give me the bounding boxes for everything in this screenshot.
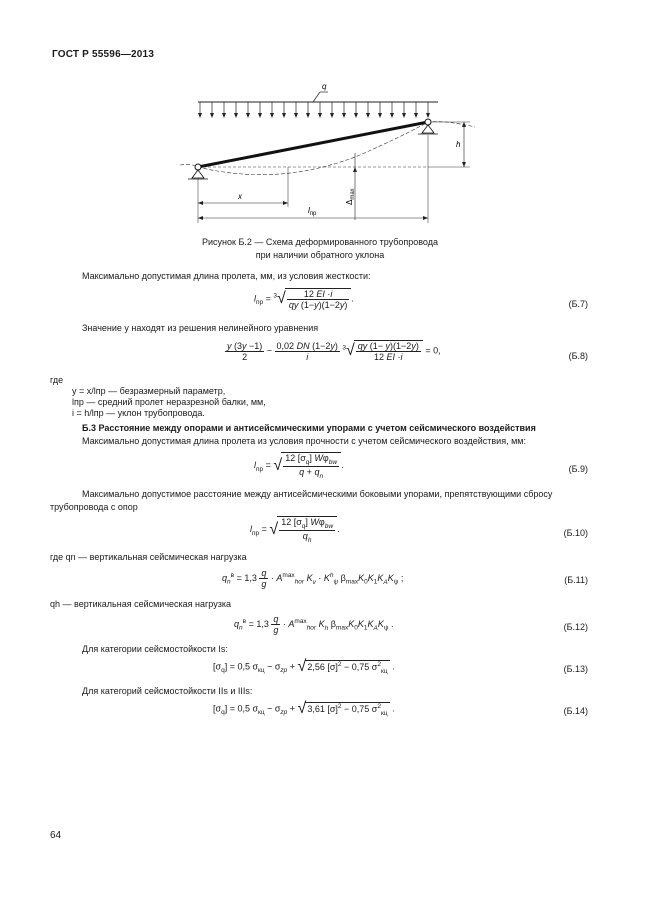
load-arrow-head	[366, 113, 370, 118]
equation-b13: $[\sigma_q] = 0,5$ $\sigma_{кц} - \sigma_{zp} + √2,56$ $[\sigma]^2 - 0,75$ $\sigma^2_{кц}$ .	[213, 658, 395, 675]
load-arrow-head	[234, 113, 238, 118]
equation-b7: $l_{пр} = ^3√$ $\frac{12 EI \cdot i}{qy (1-y)(1-2y)}$ .	[254, 289, 354, 310]
paragraph-qn: где qn — вертикальная сейсмическая нагрузка	[50, 552, 247, 562]
pipeline-deformation-figure	[170, 75, 480, 225]
load-arrow-head	[222, 113, 226, 118]
figure-caption-line1: Рисунок Б.2 — Схема деформированного трубопровода	[202, 237, 438, 247]
equation-b11: $q_n^в = 1,3$ $\frac{q}{g}$ · $A^{max}_{hor}$ $K_v \cdot K^h_\psi$ $\beta_{max}K_0K_1K_AK_\psi$ ;	[222, 568, 404, 589]
load-arrow-head	[414, 113, 418, 118]
load-arrow-head	[354, 113, 358, 118]
paragraph-qh: qh — вертикальная сейсмическая нагрузка	[50, 599, 231, 609]
section-heading-b3: Б.3 Расстояние между опорами и антисейсмическими упорами с учетом сейсмического воздействия	[82, 423, 536, 433]
load-arrow-head	[246, 113, 250, 118]
label-h: h	[456, 140, 461, 149]
load-arrow-head	[282, 113, 286, 118]
paragraph-category-iis: Для категорий сейсмостойкости IIs и IIIs:	[82, 686, 253, 696]
equation-b12: $q_n^в = 1,3$ $\frac{q}{g}$ · $A^{max}_{hor}$ $K_h$ $\beta_{max}K_0K_1K_AK_\psi$ .	[234, 614, 394, 635]
equation-number-b11: (Б.11)	[564, 575, 588, 585]
load-arrow-head	[306, 113, 310, 118]
definition-lpr: lпр — средний пролет неразрезной балки, мм,	[72, 397, 266, 407]
load-arrow-head	[330, 113, 334, 118]
equation-number-b10: (Б.10)	[563, 528, 588, 538]
label-l: $l_{пр}$	[308, 206, 317, 217]
equation-number-b8: (Б.8)	[568, 351, 588, 361]
load-arrow-head	[270, 113, 274, 118]
equation-number-b14: (Б.14)	[563, 706, 588, 716]
load-arrow-head	[198, 113, 202, 118]
load-arrow-head	[210, 113, 214, 118]
equation-b14: $[\sigma_q] = 0,5$ $\sigma_{кц} - \sigma_{zp} + √3,61$ $[\sigma]^2 - 0,75$ $\sigma^2_{кц}$ .	[213, 700, 395, 717]
load-arrow-head	[294, 113, 298, 118]
paragraph-category-is: Для категории сейсмостойкости Is:	[82, 644, 228, 654]
where-label: где	[50, 375, 64, 385]
equation-number-b13: (Б.13)	[563, 664, 588, 674]
load-arrow-head	[426, 113, 430, 118]
load-arrow-head	[402, 113, 406, 118]
paragraph-nonlinear: Значение y находят из решения нелинейного уравнения	[82, 323, 319, 333]
definition-y: y = x/lпр — безразмерный параметр,	[72, 386, 226, 396]
load-arrow-head	[390, 113, 394, 118]
paragraph-antiseismic: Максимально допустимое расстояние между антисейсмическими боковыми упорами, препятствующими сбросу трубопровода с опор	[50, 489, 553, 512]
load-arrow-head	[318, 113, 322, 118]
equation-b8: $\frac{y (3y -1)}{2}$ − $\frac{0,02 DN (1-2y)}{i}$ $^3$√ $\frac{qy (1- y)(1-2y)}{12 EI \cdot i}$ = 0,	[227, 340, 441, 362]
figure-caption-line2: при наличии обратного уклона	[255, 250, 385, 260]
equation-b10: $l_{пр}$ = √ $\frac{12 [\sigma_q] W\varphi_{bw}}{q_h}$ .	[250, 517, 340, 544]
load-arrow-head	[378, 113, 382, 118]
document-header: ГОСТ Р 55596—2013	[52, 49, 155, 60]
load-arrow-head	[342, 113, 346, 118]
label-x: x	[238, 192, 242, 201]
equation-b9: $l_{пр}$ = √ $\frac{12 [\sigma_q] W\varphi_{bw}}{q + q_n}$ .	[254, 453, 344, 480]
label-delta-max: $\Delta_{max}$	[345, 188, 356, 205]
label-q: q	[322, 82, 327, 91]
definition-i: i = h/lпр — уклон трубопровода.	[72, 408, 205, 418]
paragraph-stiffness: Максимально допустимая длина пролета, мм, из условия жесткости:	[82, 271, 371, 281]
equation-number-b9: (Б.9)	[568, 464, 588, 474]
paragraph-strength: Максимально допустимая длина пролета из условия прочности с учетом сейсмического воздействия, мм:	[82, 436, 526, 446]
equation-number-b7: (Б.7)	[568, 299, 588, 309]
equation-number-b12: (Б.12)	[563, 622, 588, 632]
page-number: 64	[50, 830, 62, 841]
load-arrow-head	[258, 113, 262, 118]
